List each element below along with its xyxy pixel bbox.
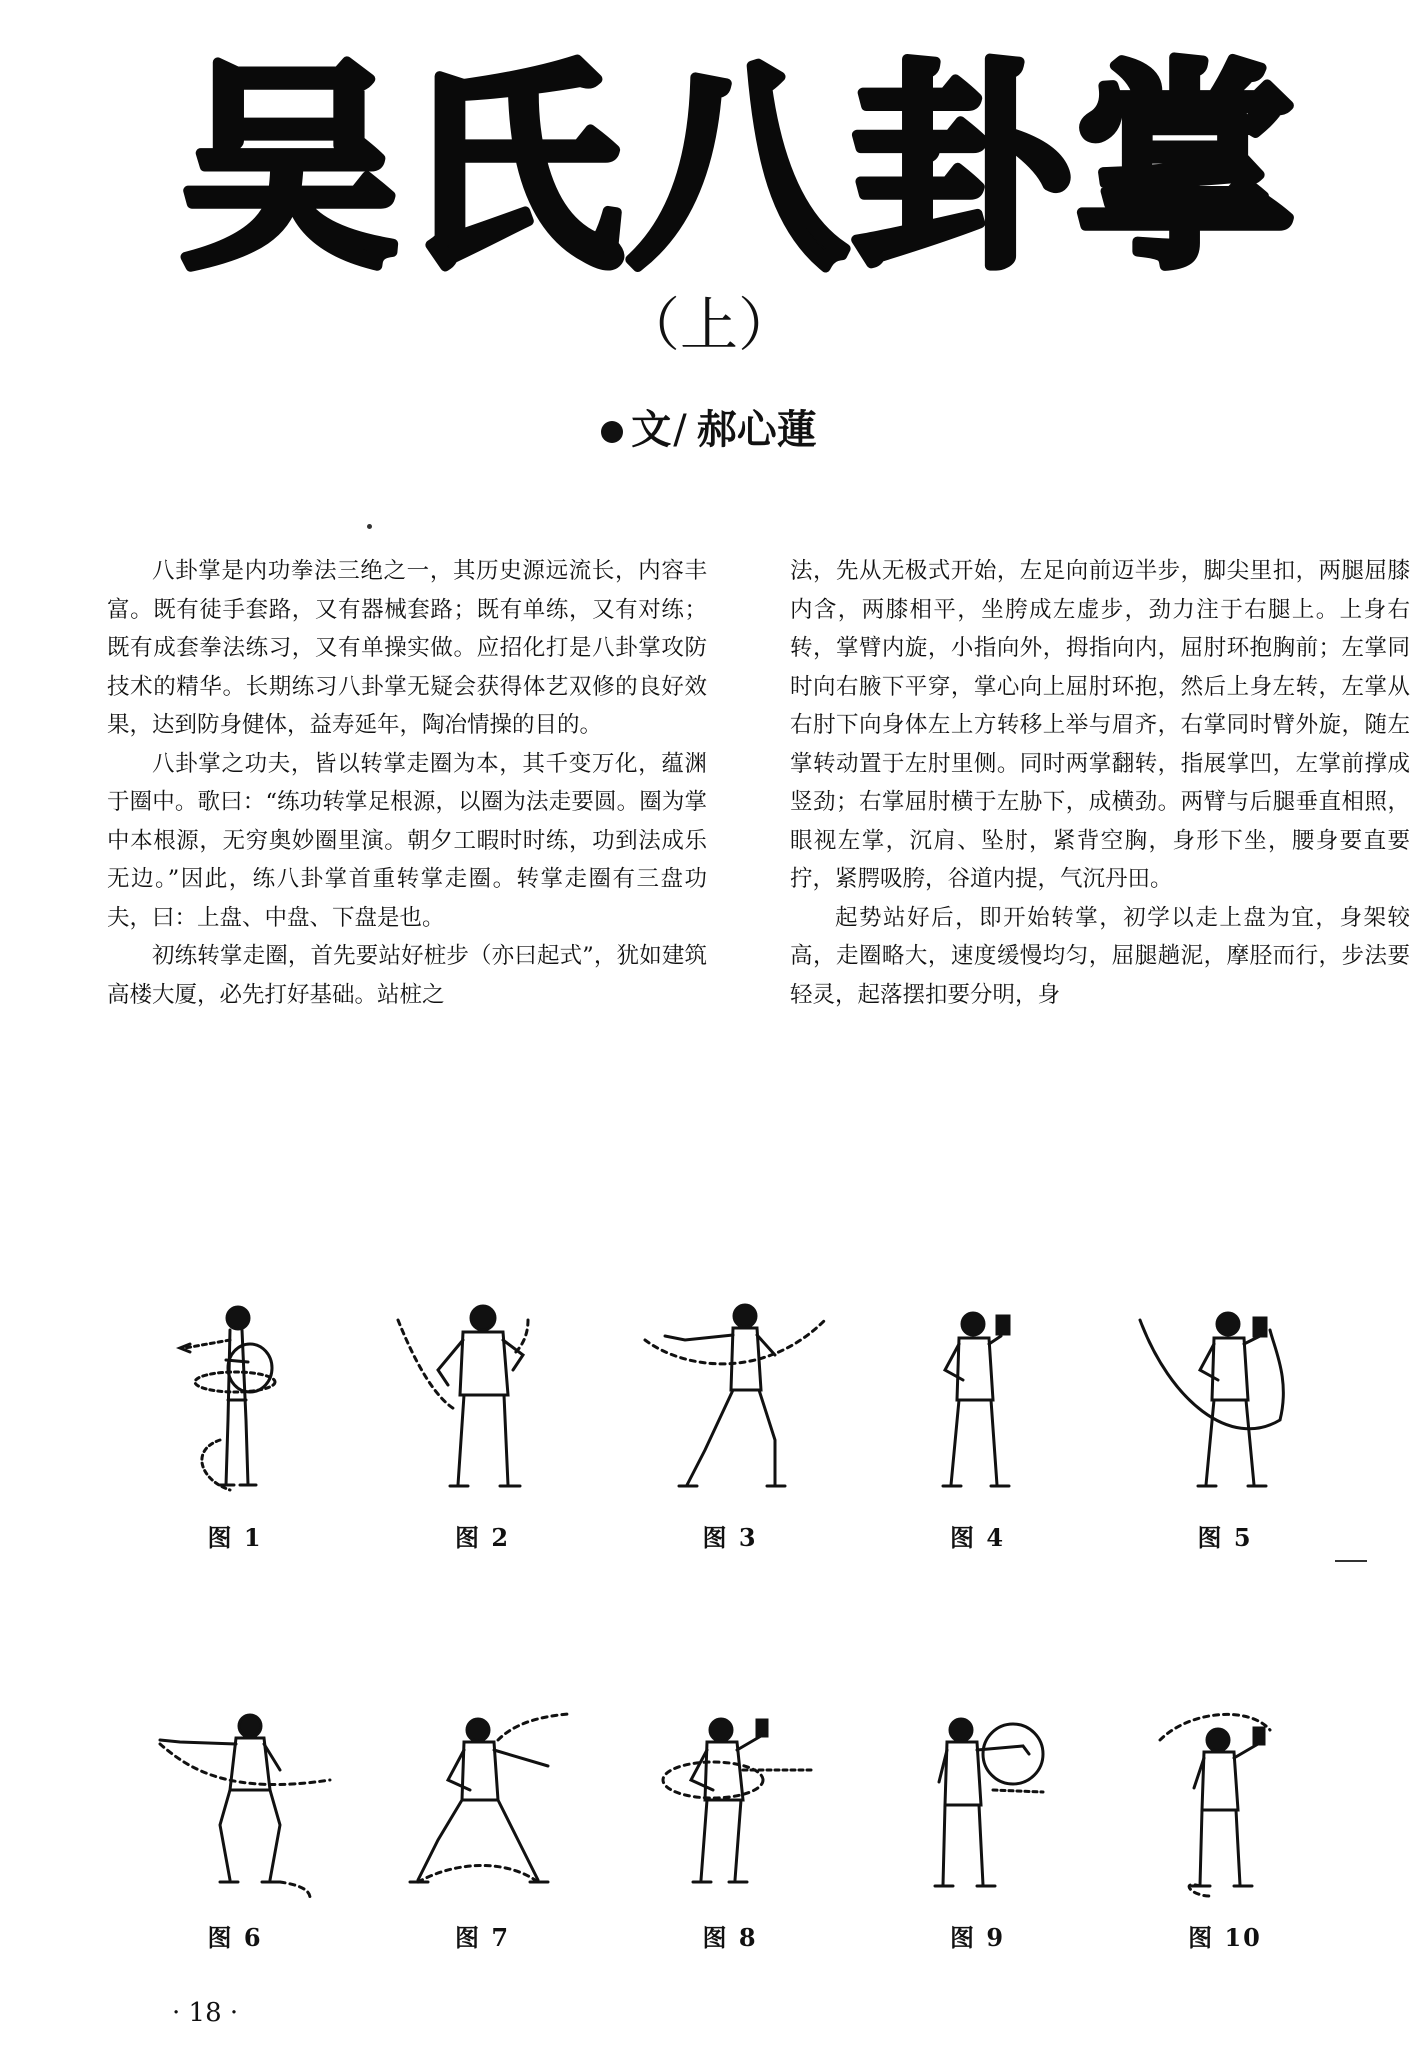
figure-caption: 图 9 (949, 1923, 1006, 1952)
title-text: 吴氏八卦掌 (180, 41, 1300, 290)
figure-caption: 图 10 (1188, 1923, 1262, 1952)
figure-5 (1120, 1300, 1330, 1553)
figure-caption: 图 3 (702, 1523, 758, 1552)
paragraph: 八卦掌之功夫，皆以转掌走圈为本，其千变万化，蕴渊于圈中。歌曰：“练功转掌足根源，以圈为法走要圆。圈为掌中本根源，无穷奥妙圈里演。朝夕工暇时时练，功到法成乐无边。”因此，练八卦掌首重转掌走圈。转掌走圈有三盘功夫，曰：上盘、中盘、下盘是也。 (107, 750, 707, 931)
figure-2-illustration (378, 1300, 588, 1500)
byline-slash: / (673, 407, 687, 453)
figure-6 (130, 1710, 340, 1953)
figure-caption: 图 8 (702, 1923, 758, 1952)
page-number: · 18 · (172, 1998, 239, 2028)
figure-caption: 图 4 (949, 1523, 1006, 1552)
figure-1-illustration (130, 1300, 340, 1500)
figure-7-illustration (378, 1710, 588, 1900)
paragraph: 初练转掌走圈，首先要站好桩步（亦曰起式”，犹如建筑高楼大厦，必先打好基础。站桩之 (107, 943, 707, 1008)
margin-mark (1335, 1560, 1367, 1562)
figure-caption: 图 6 (207, 1923, 263, 1952)
figure-caption: 图 7 (454, 1923, 511, 1952)
bullet-icon (601, 421, 623, 443)
figure-4 (873, 1300, 1083, 1553)
figure-10 (1120, 1710, 1330, 1953)
byline-prefix: 文 (631, 407, 672, 453)
figure-9-illustration (873, 1710, 1083, 1900)
figure-10-illustration (1120, 1710, 1330, 1900)
figure-9 (873, 1710, 1083, 1953)
figure-8-illustration (625, 1710, 835, 1900)
paragraph: 起势站好后，即开始转掌，初学以走上盘为宜，身架较高，走圈略大，速度缓慢均匀，屈腿趟泥，摩胫而行，步法要轻灵，起落摆扣要分明，身 (790, 904, 1410, 1008)
right-column (790, 552, 1410, 1014)
figure-row-2 (130, 1710, 1330, 1953)
byline (0, 398, 1418, 455)
paragraph: 八卦掌是内功拳法三绝之一，其历史源远流长，内容丰富。既有徒手套路，又有器械套路；既有单练，又有对练；既有成套拳法练习，又有单操实做。应招化打是八卦掌攻防技术的精华。长期练习八卦掌无疑会获得体艺双修的良好效果，达到防身健体，益寿延年，陶冶情操的目的。 (107, 558, 707, 738)
figure-row-1 (130, 1300, 1330, 1553)
figure-caption: 图 2 (454, 1523, 511, 1552)
calligraphy-title (150, 40, 1330, 290)
figure-6-illustration (130, 1710, 340, 1900)
figure-caption: 图 1 (207, 1523, 263, 1552)
figure-8 (625, 1710, 835, 1953)
figure-4-illustration (873, 1300, 1083, 1500)
figure-7 (378, 1710, 588, 1953)
figure-5-illustration (1120, 1300, 1330, 1500)
figure-3-illustration (625, 1300, 835, 1500)
figure-2 (378, 1300, 588, 1553)
subtitle: （上） (621, 291, 796, 359)
author-name: 郝心蓮 (696, 407, 817, 453)
paragraph: 法，先从无极式开始，左足向前迈半步，脚尖里扣，两腿屈膝内含，两膝相平，坐胯成左虚步，劲力注于右腿上。上身右转，掌臂内旋，小指向外，拇指向内，屈肘环抱胸前；左掌同时向右腋下平穿，掌心向上屈肘环抱，然后上身左转，左掌从右肘下向身体左上方转移上举与眉齐，右掌同时臂外旋，随左掌转动置于左肘里侧。同时两掌翻转，指展掌凹，左掌前撑成竖劲；右掌屈肘横于左胁下，成横劲。两臂与后腿垂直相照，眼视左掌，沉肩、坠肘，紧背空胸，身形下坐，腰身要直要拧，紧腭吸胯，谷道内提，气沉丹田。 (790, 558, 1410, 892)
figure-1 (130, 1300, 340, 1553)
figure-caption: 图 5 (1197, 1523, 1253, 1552)
print-speck (367, 524, 372, 529)
left-column (107, 552, 707, 1014)
figure-3 (625, 1300, 835, 1553)
